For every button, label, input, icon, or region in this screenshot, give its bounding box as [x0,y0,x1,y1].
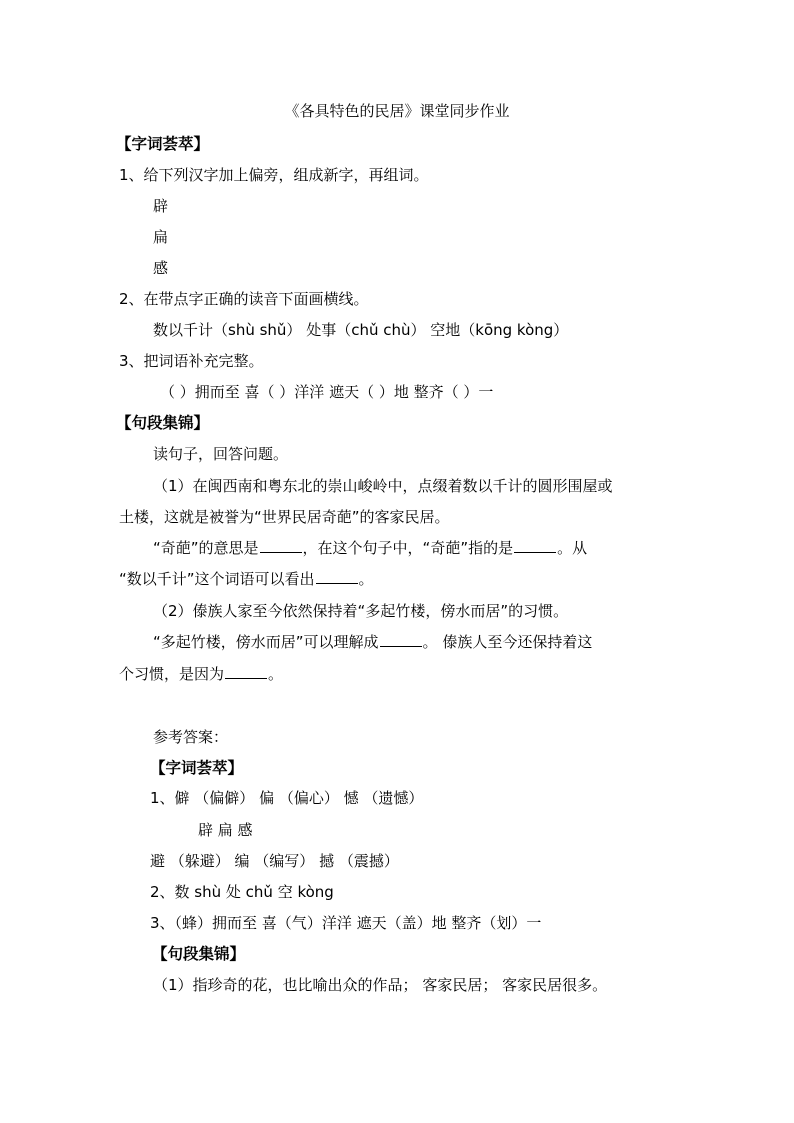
reading-question-1-line-2 [119,569,374,589]
answer-blank[interactable] [260,538,302,553]
answer-3: 3、（蜂）拥而至 喜（气）洋洋 遮天（盖）地 整齐（划）一 [150,914,542,932]
text: 。 [358,570,374,588]
text: “数以千计”这个词语可以看出 [119,570,315,588]
answers-heading: 参考答案： [153,728,229,746]
text: 。 傣族人至今还保持着这 [422,633,593,651]
page-title: 《各具特色的民居》课堂同步作业 [284,102,510,120]
text: 个习惯，是因为 [119,665,225,683]
question-1-char-2: 扁 [153,228,169,246]
answer-passage-1: （1）指珍奇的花，也比喻出众的作品； 客家民居； 客家民居很多。 [153,976,608,994]
question-2-prompt: 2、在带点字正确的读音下面画横线。 [119,290,369,308]
answers-section-heading-vocabulary: 【字词荟萃】 [150,759,244,777]
question-1-char-3: 感 [153,259,169,277]
section-heading-passages: 【句段集锦】 [116,414,210,432]
question-2-items: 数以千计（shù shǔ） 处事（chǔ chù） 空地（kōng kòng） [153,321,569,339]
answer-blank[interactable] [225,664,267,679]
text: “多起竹楼，傍水而居”可以理解成 [153,633,379,651]
reading-sentence-1-line-2: 土楼，这就是被誉为“世界民居奇葩”的客家民居。 [119,508,450,526]
answer-1-line-1: 1、僻 （偏僻） 偏 （偏心） 憾 （遗憾） [150,789,424,807]
text: 。 [268,665,284,683]
reading-instruction: 读句子，回答问题。 [153,445,289,463]
reading-sentence-2: （2）傣族人家至今依然保持着“多起竹楼，傍水而居”的习惯。 [153,602,569,620]
question-3-items: （ ）拥而至 喜（ ）洋洋 遮天（ ）地 整齐（ ）一 [160,383,494,401]
reading-question-2-line-2 [119,664,283,684]
section-heading-vocabulary: 【字词荟萃】 [116,135,210,153]
reading-sentence-1-line-1: （1）在闽西南和粤东北的崇山峻岭中，点缀着数以千计的圆形围屋或 [153,477,613,495]
reading-question-2-line-1 [153,632,592,652]
question-1-prompt: 1、给下列汉字加上偏旁，组成新字，再组词。 [119,166,429,184]
text: “奇葩”的意思是 [153,539,259,557]
question-1-char-1: 辟 [153,197,169,215]
question-3-prompt: 3、把词语补充完整。 [119,352,264,370]
reading-question-1-line-1 [153,538,587,558]
answer-1-line-3: 避 （躲避） 编 （编写） 撼 （震撼） [150,852,399,870]
answers-section-heading-passages: 【句段集锦】 [152,945,246,963]
text: ，在这个句子中，“奇葩”指的是 [302,539,514,557]
answer-1-line-2: 辟 扁 感 [198,821,253,839]
answer-blank[interactable] [380,632,422,647]
text: 。从 [557,539,588,557]
answer-blank[interactable] [316,569,358,584]
answer-2: 2、数 shù 处 chǔ 空 kòng [150,883,334,901]
answer-blank[interactable] [514,538,556,553]
